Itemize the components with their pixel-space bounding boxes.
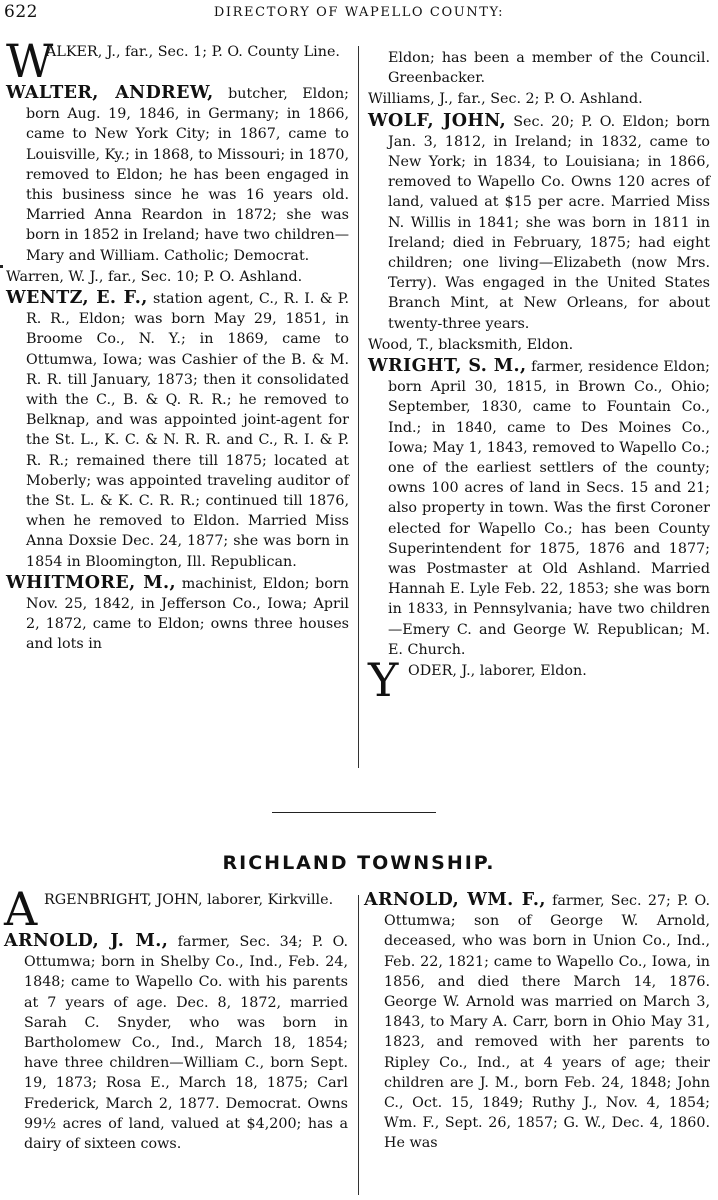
- directory-entry: [4, 931, 348, 1154]
- drop-cap: Y: [368, 653, 399, 708]
- entry-text: farmer, Sec. 34; P. O. Ottumwa; born in Shelby Co., Ind., Feb. 24, 1848; came to Wapello Co. with his parents at 7 years of age. Dec. 8, 1872, married Sarah C. Snyder, who was born in Bartholomew Co., Ind., March 18, 1854; have three children—William C., born Sept. 19, 1873; Rosa E., March 18, 1875; Carl Frederick, March 2, 1877. Democrat. Owns 99½ acres of land, valued at $4,200; has a dairy of sixteen cows.: [24, 934, 348, 1153]
- entry-text: farmer, residence Eldon; born April 30, 1815, in Brown Co., Ohio; September, 1830, came to Fountain Co., Ind.; in 1840, came to Des Moines Co., Iowa; May 1, 1843, removed to Wapello Co.; one of the earliest settlers of the county; owns 100 acres of land in Secs. 15 and 21; also property in town. Was the first Coroner elected for Wapello Co.; has been County Superintendent for 1875, 1876 and 1877; was Postmaster at Old Ashland. Married Hannah E. Lyle Feb. 22, 1853; she was born in 1833, in Pennsylvania; have two children—Emery C. and George W. Republican; M. E. Church.: [388, 359, 710, 658]
- directory-entry: [368, 335, 710, 355]
- column-bottom-right: [364, 890, 710, 1155]
- entry-name: ARNOLD, WM. F.,: [364, 890, 546, 910]
- entry-text: far., Sec. 2; P. O. Ashland.: [452, 91, 643, 108]
- entry-name: RGENBRIGHT, JOHN,: [44, 892, 203, 908]
- drop-cap: W: [6, 34, 54, 88]
- page-header: [4, 2, 714, 26]
- entry-text: butcher, Eldon; born Aug. 19, 1846, in Germany; in 1866, came to New York City; in 1867, came to Louisville, Ky.; in 1868, to Missouri; in 1870, removed to Eldon; he has been engaged in this business since he was 16 years old. Married Anna Reardon in 1872; she was born in 1852 in Ireland; have two children—Mary and William. Catholic; Democrat.: [26, 86, 349, 264]
- directory-entry: [6, 83, 349, 266]
- entry-name: Wood, T.,: [368, 336, 434, 353]
- entry-text: farmer, Sec. 27; P. O. Ottumwa; son of George W. Arnold, deceased, who was born in Union Co., Ind., Feb. 22, 1821; came to Wapello Co., Iowa, in 1856, and died there March 14, 1876. George W. Arnold was married on March 3, 1843, to Mary A. Carr, born in Ohio May 31, 1823, and removed with her parents to Ripley Co., Ind., at 4 years of age; their children are J. M., born Feb. 24, 1848; John C., Oct. 15, 1849; Ruthy J., Nov. 4, 1854; Wm. F., Sept. 26, 1857; G. W., Dec. 4, 1860. He was: [384, 893, 710, 1152]
- directory-entry: [6, 34, 349, 88]
- column-divider-bottom: [358, 895, 359, 1195]
- section-title: RICHLAND TOWNSHIP.: [222, 852, 496, 874]
- column-top-left: [6, 34, 349, 656]
- column-divider-top: [358, 46, 359, 768]
- entry-name: WHITMORE, M.,: [6, 572, 176, 593]
- margin-mark: [0, 265, 3, 268]
- entry-name: ARNOLD, J. M.,: [4, 931, 169, 951]
- entry-name: Warren, W. J.,: [6, 268, 104, 285]
- section-rule: [272, 812, 436, 813]
- entry-text: Sec. 20; P. O. Eldon; born Jan. 3, 1812, in Ireland; in 1832, came to New York; in 1834, to Louisiana; in 1866, removed to Wapello Co. Owns 120 acres of land, valued at $15 per acre. Married Miss N. Willis in 1841; she was born in 1811 in Ireland; died in February, 1875; had eight children; one living—Elizabeth (now Mrs. Terry). Was engaged in the United States Branch Mint, at New Orleans, for about twenty-three years.: [388, 113, 710, 332]
- directory-entry: [368, 48, 710, 88]
- directory-entry: [6, 267, 349, 287]
- directory-entry: [4, 882, 348, 936]
- column-bottom-left: [4, 882, 348, 1155]
- column-top-right: [368, 48, 710, 708]
- running-head: DIRECTORY OF WAPELLO COUNTY:: [213, 5, 505, 20]
- directory-entry: [368, 653, 710, 708]
- entry-name: WENTZ, E. F.,: [6, 288, 148, 309]
- entry-name: WOLF, JOHN,: [368, 110, 507, 131]
- directory-entry: [368, 356, 710, 660]
- entry-name: ODER, J.,: [408, 663, 476, 680]
- entry-text: blacksmith, Eldon.: [433, 336, 574, 353]
- directory-entry: [364, 890, 710, 1154]
- entry-name: WRIGHT, S. M.,: [368, 356, 527, 377]
- directory-entry: [368, 89, 710, 109]
- entry-text: machinist, Eldon; born Nov. 25, 1842, in Jefferson Co., Iowa; April 2, 1872, came to Eldon; owns three houses and lots in: [26, 575, 349, 653]
- drop-cap: A: [4, 882, 38, 936]
- entry-name: ALKER, J.,: [46, 44, 121, 60]
- entry-text: Eldon; has been a member of the Council. Greenbacker.: [388, 50, 710, 87]
- entry-name: Williams, J.,: [368, 91, 453, 108]
- entry-text: far., Sec. 1; P. O. County Line.: [120, 44, 340, 60]
- directory-entry: [368, 111, 710, 334]
- entry-name: WALTER, ANDREW,: [6, 83, 214, 103]
- page-number: 622: [4, 2, 38, 22]
- directory-entry: [6, 573, 349, 655]
- entry-text: station agent, C., R. I. & P. R. R., Eldon; was born May 29, 1851, in Broome Co., N. Y.; in 1869, came to Ottumwa, Iowa; was Cashier of the B. & M. R. R. till January, 1873; then it consolidated with the C., B. & Q. R. R.; he removed to Belknap, and was appointed joint-agent for the St. L., K. C. & N. R. R. and C., R. I. & P. R. R.; remained there till 1875; located at Moberly; was appointed traveling auditor of the St. L. & K. C. R. R.; continued till 1876, when he removed to Eldon. Married Miss Anna Doxsie Dec. 24, 1877; she was born in 1854 in Bloomington, Ill. Republican.: [26, 291, 349, 570]
- directory-entry: [6, 288, 349, 572]
- entry-text: laborer, Eldon.: [475, 663, 587, 680]
- entry-text: laborer, Kirkville.: [202, 892, 334, 908]
- entry-text: far., Sec. 10; P. O. Ashland.: [103, 268, 303, 285]
